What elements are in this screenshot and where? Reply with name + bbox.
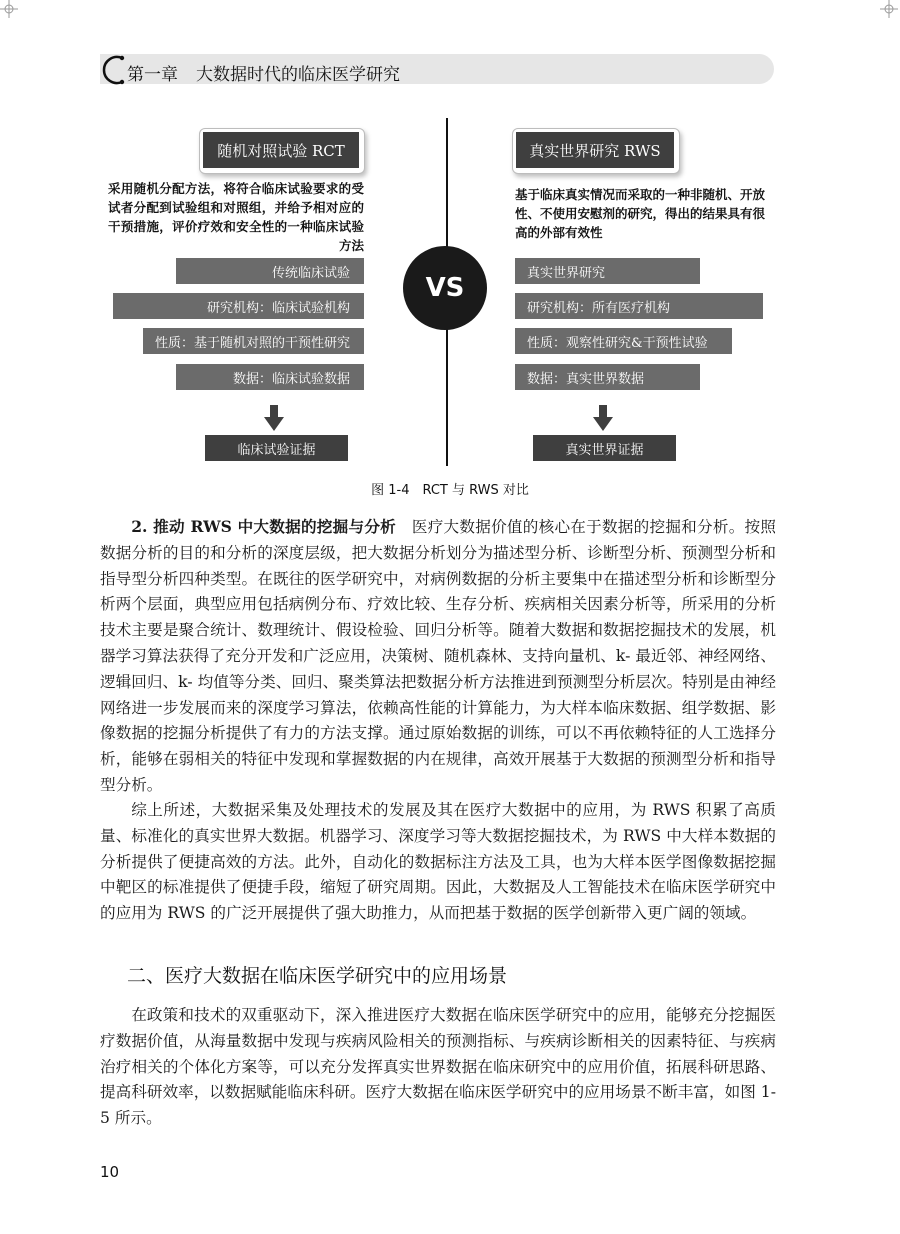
paragraph-scenarios: 在政策和技术的双重驱动下，深入推进医疗大数据在临床医学研究中的应用，能够充分挖掘医疗数据价值，从海量数据中发现与疾病风险相关的预测指标、与疾病诊断相关的因素特征、与疾病治疗相关的个体化方案等，可以充分发挥真实世界数据在临床研究中的应用价值，拓展科研思路、提高科研效率，以数据赋能临床科研。医疗大数据在临床医学研究中的应用场景不断丰富，如图 1-5 所示。 bbox=[100, 1006, 776, 1128]
section-heading: 二、医疗大数据在临床医学研究中的应用场景 bbox=[127, 965, 508, 987]
down-arrow-icon bbox=[593, 405, 613, 431]
rct-evidence: 临床试验证据 bbox=[205, 435, 348, 461]
rws-title: 真实世界研究 RWS bbox=[516, 132, 674, 168]
rws-item-nature: 性质：观察性研究&干预性试验 bbox=[515, 328, 732, 354]
chapter-number: 第一章 bbox=[127, 65, 178, 85]
rws-evidence: 真实世界证据 bbox=[533, 435, 676, 461]
page-number: 10 bbox=[100, 1163, 120, 1181]
rct-description: 采用随机分配方法，将符合临床试验要求的受试者分配到试验组和对照组，并给予相对应的干预措施，评价疗效和安全性的一种临床试验方法 bbox=[108, 181, 364, 253]
rws-description: 基于临床真实情况而采取的一种非随机、开放性、不使用安慰剂的研究，得出的结果具有很高的外部有效性 bbox=[515, 187, 766, 240]
rws-item-institution: 研究机构：所有医疗机构 bbox=[515, 293, 763, 319]
vs-badge: VS bbox=[403, 246, 487, 330]
rws-item-type: 真实世界研究 bbox=[515, 258, 700, 284]
down-arrow-icon bbox=[264, 405, 284, 431]
rct-item-institution: 研究机构：临床试验机构 bbox=[113, 293, 364, 319]
crop-mark-icon bbox=[0, 0, 18, 18]
paragraph-lead: 2. 推动 RWS 中大数据的挖掘与分析 bbox=[131, 517, 397, 536]
crop-mark-icon bbox=[880, 0, 898, 18]
rct-item-nature: 性质：基于随机对照的干预性研究 bbox=[143, 328, 364, 354]
rct-item-data: 数据：临床试验数据 bbox=[176, 364, 364, 390]
rct-item-type: 传统临床试验 bbox=[176, 258, 364, 284]
paragraph-rws-analysis bbox=[100, 514, 776, 799]
figure-caption: 图 1-4 RCT 与 RWS 对比 bbox=[371, 483, 529, 498]
running-header-title bbox=[127, 60, 418, 85]
rws-item-data: 数据：真实世界数据 bbox=[515, 364, 700, 390]
paragraph-summary: 综上所述，大数据采集及处理技术的发展及其在医疗大数据中的应用，为 RWS 积累了高质量、标准化的真实世界大数据。机器学习、深度学习等大数据挖掘技术，为 RWS 中大样本数据的分析提供了便捷高效的方法。此外，自动化的数据标注方法及工具，也为大样本医学图像数据挖掘中靶区的标准提供了便捷手段，缩短了研究周期。因此，大数据及人工智能技术在临床医学研究中的应用为 RWS 的广泛开展提供了强大助推力，从而把基于数据的医学创新带入更广阔的领域。 bbox=[100, 801, 776, 923]
chapter-title: 大数据时代的临床医学研究 bbox=[196, 65, 400, 85]
rct-title: 随机对照试验 RCT bbox=[203, 132, 359, 168]
paragraph-text: 医疗大数据价值的核心在于数据的挖掘和分析。按照数据分析的目的和分析的深度层级，把大数据分析划分为描述型分析、诊断型分析、预测型分析和指导型分析四种类型。在既往的医学研究中，对病例数据的分析主要集中在描述型分析和诊断型分析两个层面，典型应用包括病例分布、疗效比较、生存分析、疾病相关因素分析等，所采用的分析技术主要是聚合统计、数理统计、假设检验、回归分析等。随着大数据和数据挖掘技术的发展，机器学习算法获得了充分开发和广泛应用，决策树、随机森林、支持向量机、k- 最近邻、神经网络、逻辑回归、k- 均值等分类、回归、聚类算法把数据分析方法推进到预测型分析层次。特别是由神经网络进一步发展而来的深度学习算法，依赖高性能的计算能力，为大样本临床数据、组学数据、影像数据的挖掘分析提供了有力的方法支撑。通过原始数据的训练，可以不再依赖特征的人工选择分析，能够在弱相关的特征中发现和掌握数据的内在规律，高效开展基于大数据的预测型分析和指导型分析。 bbox=[100, 518, 776, 794]
